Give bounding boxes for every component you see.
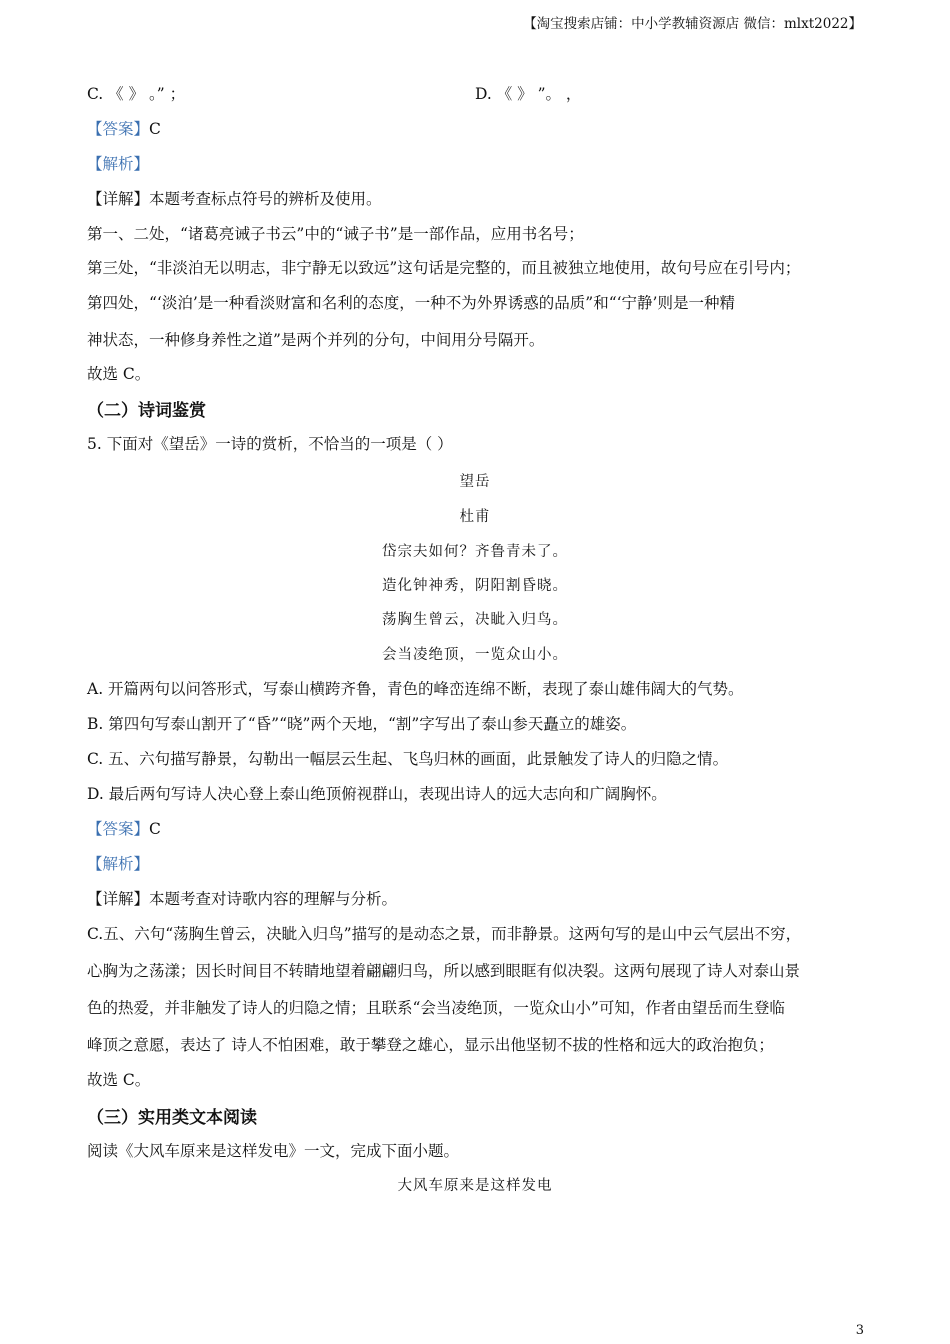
poem-line-2: 造化钟神秀，阴阳割昏晓。	[382, 578, 568, 594]
q5-analysis-label: 【解析】	[87, 855, 150, 873]
answer-value: C	[149, 820, 161, 838]
section-3-title: （三）实用类文本阅读	[87, 1108, 257, 1128]
answer-label: 【答案】	[87, 820, 150, 838]
q4-line-2: 第三处，“非淡泊无以明志，非宁静无以致远”这句话是完整的，而且被独立地使用，故句号应在引号内；	[87, 259, 801, 277]
q4-detail	[87, 187, 382, 209]
option-c-prev: C. 《 》 。” ；	[87, 85, 186, 103]
q4-line-1: 第一、二处，“诸葛亮诫子书云”中的“诫子书”是一部作品，应用书名号；	[87, 225, 584, 243]
q4-line-4: 神状态，一种修身养性之道”是两个并列的分句，中间用分号隔开。	[87, 331, 545, 349]
q5-option-d: D. 最后两句写诗人决心登上泰山绝顶俯视群山，表现出诗人的远大志向和广阔胸怀。	[87, 785, 667, 803]
page-number: 3	[855, 1323, 864, 1338]
q5-line-5: 故选 C。	[87, 1071, 151, 1089]
q5-option-c: C. 五、六句描写静景，勾勒出一幅层云生起、飞鸟归林的画面，此景触发了诗人的归隐之情。	[87, 750, 729, 768]
q5-question: 5. 下面对《望岳》一诗的赏析，不恰当的一项是（ ）	[87, 435, 453, 453]
article-title: 大风车原来是这样发电	[397, 1178, 553, 1194]
q5-line-4: 峰顶之意愿，表达了 诗人不怕困难，敢于攀登之雄心，显示出他坚韧不拔的性格和远大的政治抱负；	[87, 1036, 774, 1054]
detail-text: 本题考查标点符号的辨析及使用。	[149, 190, 382, 208]
detail-label: 【详解】	[87, 890, 150, 908]
poem-author: 杜甫	[459, 509, 491, 525]
section-3-intro: 阅读《大风车原来是这样发电》一文，完成下面小题。	[87, 1142, 460, 1160]
q4-line-5: 故选 C。	[87, 365, 151, 383]
detail-label: 【详解】	[87, 190, 150, 208]
q5-line-3: 色的热爱，并非触发了诗人的归隐之情；且联系“会当凌绝顶，一览众山小”可知，作者由望岳而生登临	[87, 999, 785, 1017]
q5-line-1: C.五、六句“荡胸生曾云，决眦入归鸟”描写的是动态之景，而非静景。这两句写的是山中云气层出不穷，	[87, 925, 802, 943]
poem-line-4: 会当凌绝顶，一览众山小。	[382, 647, 568, 663]
poem-title: 望岳	[459, 474, 491, 490]
q4-line-3: 第四处，“‘淡泊’是一种看淡财富和名利的态度，一种不为外界诱惑的品质”和“‘宁静’则是一种精	[87, 294, 735, 312]
q4-answer	[87, 117, 161, 139]
option-d-prev: D. 《 》 ”。 ，	[475, 85, 582, 103]
page-header: 【淘宝搜索店铺：中小学教辅资源店 微信：mlxt2022】	[523, 16, 862, 32]
q4-analysis-label: 【解析】	[87, 155, 150, 173]
q5-option-b: B. 第四句写泰山割开了“昏”“晓”两个天地，“割”字写出了泰山参天矗立的雄姿。	[87, 715, 637, 733]
poem-line-3: 荡胸生曾云，决眦入归鸟。	[382, 612, 568, 628]
answer-label: 【答案】	[87, 120, 150, 138]
section-2-title: （二）诗词鉴赏	[87, 401, 206, 421]
q5-detail	[87, 887, 397, 909]
detail-text: 本题考查对诗歌内容的理解与分析。	[149, 890, 398, 908]
q5-line-2: 心胸为之荡漾；因长时间目不转睛地望着翩翩归鸟，所以感到眼眶有似决裂。这两句展现了诗人对泰山景	[87, 962, 801, 980]
answer-value: C	[149, 120, 161, 138]
q5-answer	[87, 817, 161, 839]
q5-option-a: A. 开篇两句以问答形式，写泰山横跨齐鲁，青色的峰峦连绵不断，表现了泰山雄伟阔大的气势。	[87, 680, 744, 698]
poem-line-1: 岱宗夫如何？齐鲁青未了。	[382, 544, 568, 560]
